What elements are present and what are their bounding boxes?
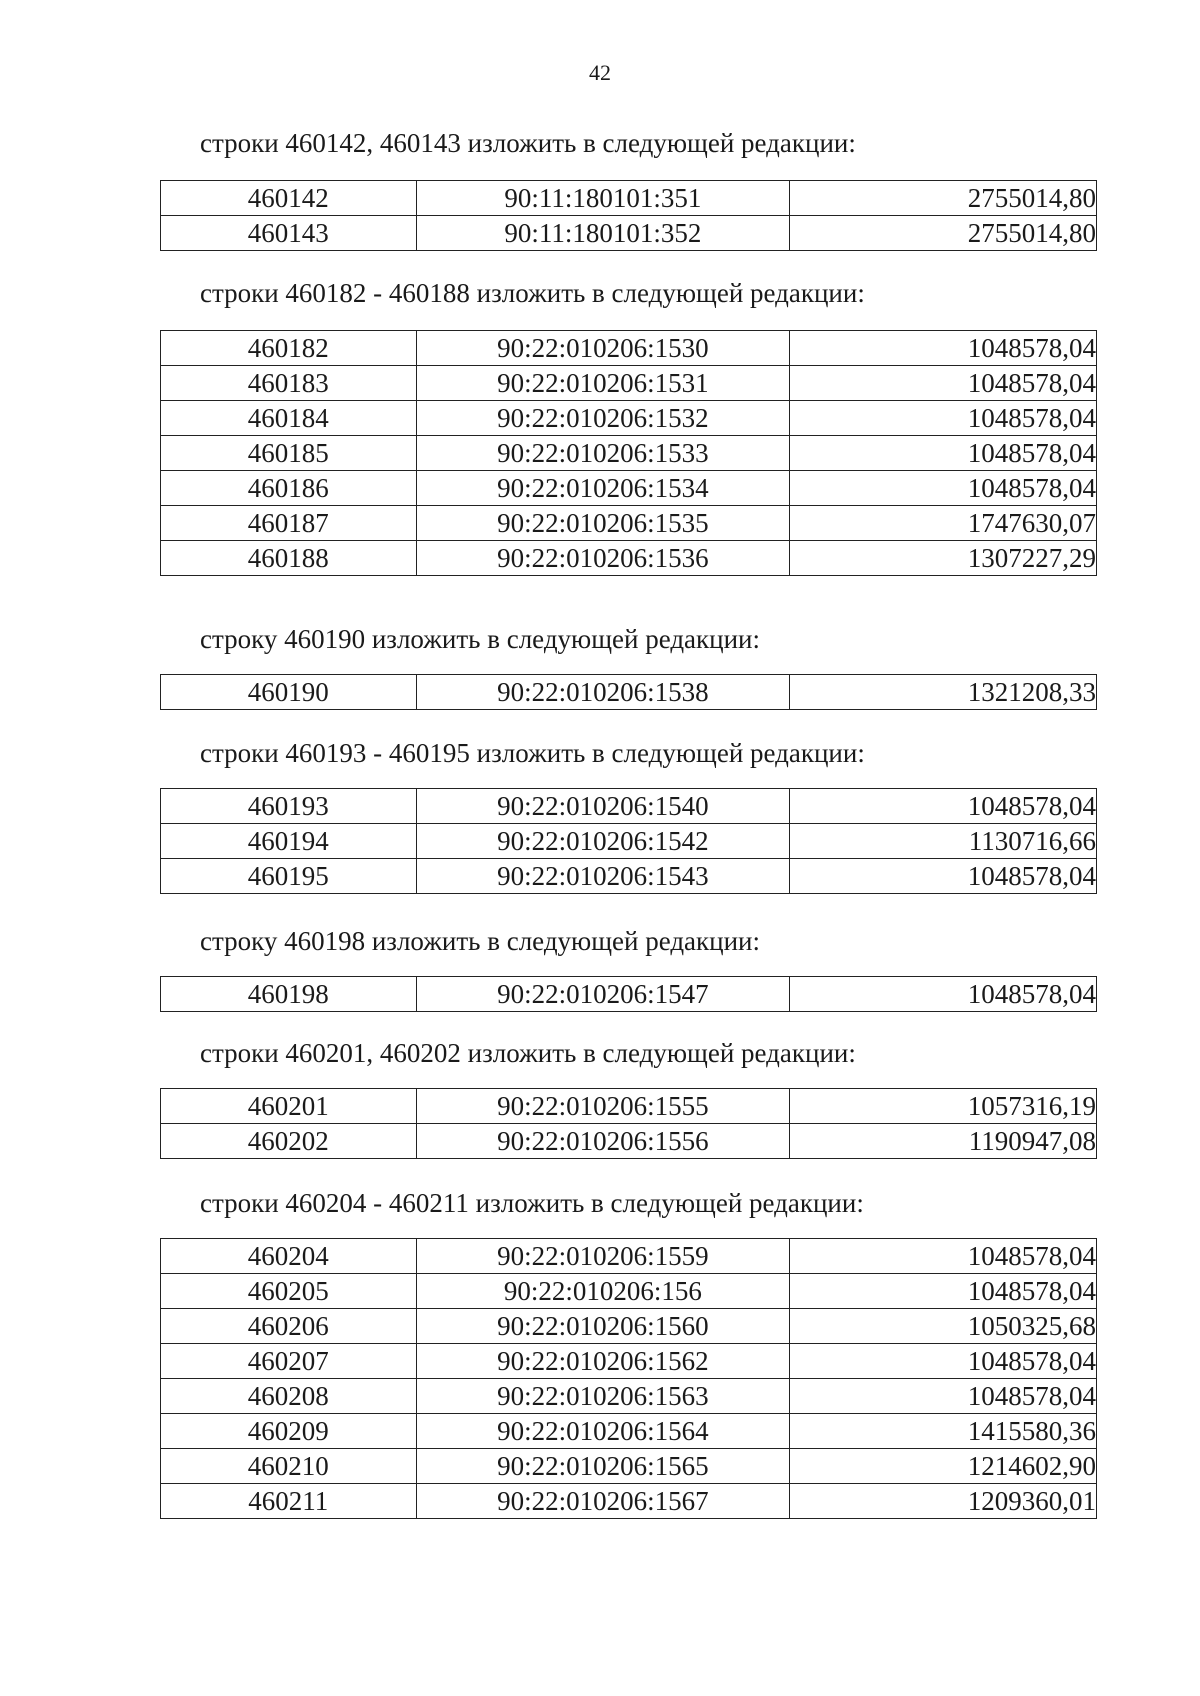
table-row — [161, 1414, 1097, 1449]
cadastral-value-cell: 1048578,04 — [790, 401, 1097, 436]
cadastral-value-cell: 1415580,36 — [790, 1414, 1097, 1449]
cadastral-value-cell: 1048578,04 — [790, 366, 1097, 401]
table-row — [161, 1379, 1097, 1414]
cadastral-value-cell: 1048578,04 — [790, 977, 1097, 1012]
amendment-table — [160, 788, 1097, 894]
cadastral-number-cell: 90:22:010206:1560 — [416, 1309, 790, 1344]
row-number-cell: 460143 — [161, 216, 417, 251]
row-number-cell: 460187 — [161, 506, 417, 541]
row-number-cell: 460204 — [161, 1239, 417, 1274]
amendment-table — [160, 1088, 1097, 1159]
cadastral-value-cell: 1747630,07 — [790, 506, 1097, 541]
cadastral-number-cell: 90:11:180101:352 — [416, 216, 790, 251]
row-number-cell: 460186 — [161, 471, 417, 506]
row-number-cell: 460193 — [161, 789, 417, 824]
row-number-cell: 460198 — [161, 977, 417, 1012]
table-row — [161, 859, 1097, 894]
cadastral-value-cell: 2755014,80 — [790, 216, 1097, 251]
amendment-section — [160, 736, 1096, 894]
cadastral-value-cell: 1048578,04 — [790, 789, 1097, 824]
cadastral-value-cell: 1048578,04 — [790, 1239, 1097, 1274]
cadastral-value-cell: 1307227,29 — [790, 541, 1097, 576]
row-number-cell: 460202 — [161, 1124, 417, 1159]
table-row — [161, 541, 1097, 576]
section-heading: строки 460201, 460202 изложить в следующей редакции: — [200, 1038, 856, 1068]
amendment-section — [160, 622, 1096, 710]
section-heading: строки 460142, 460143 изложить в следующей редакции: — [200, 128, 856, 158]
cadastral-number-cell: 90:22:010206:1542 — [416, 824, 790, 859]
table-row — [161, 1309, 1097, 1344]
amendment-section — [160, 1036, 1096, 1159]
row-number-cell: 460188 — [161, 541, 417, 576]
table-row — [161, 1274, 1097, 1309]
cadastral-number-cell: 90:22:010206:1547 — [416, 977, 790, 1012]
cadastral-number-cell: 90:22:010206:1567 — [416, 1484, 790, 1519]
cadastral-number-cell: 90:22:010206:1565 — [416, 1449, 790, 1484]
cadastral-value-cell: 1048578,04 — [790, 436, 1097, 471]
page-number: 42 — [589, 60, 611, 85]
table-row — [161, 1449, 1097, 1484]
table-row — [161, 1344, 1097, 1379]
cadastral-number-cell: 90:22:010206:1538 — [416, 675, 790, 710]
cadastral-number-cell: 90:22:010206:1556 — [416, 1124, 790, 1159]
row-number-cell: 460209 — [161, 1414, 417, 1449]
cadastral-value-cell: 2755014,80 — [790, 181, 1097, 216]
table-row — [161, 401, 1097, 436]
table-row — [161, 1239, 1097, 1274]
cadastral-number-cell: 90:22:010206:1535 — [416, 506, 790, 541]
row-number-cell: 460190 — [161, 675, 417, 710]
cadastral-value-cell: 1048578,04 — [790, 1379, 1097, 1414]
row-number-cell: 460205 — [161, 1274, 417, 1309]
cadastral-value-cell: 1048578,04 — [790, 1344, 1097, 1379]
amendment-table — [160, 976, 1097, 1012]
row-number-cell: 460207 — [161, 1344, 417, 1379]
row-number-cell: 460211 — [161, 1484, 417, 1519]
cadastral-number-cell: 90:22:010206:1531 — [416, 366, 790, 401]
table-row — [161, 1124, 1097, 1159]
table-row — [161, 977, 1097, 1012]
amendment-table — [160, 674, 1097, 710]
cadastral-value-cell: 1048578,04 — [790, 859, 1097, 894]
row-number-cell: 460142 — [161, 181, 417, 216]
table-row — [161, 1089, 1097, 1124]
cadastral-value-cell: 1209360,01 — [790, 1484, 1097, 1519]
row-number-cell: 460201 — [161, 1089, 417, 1124]
table-row — [161, 366, 1097, 401]
section-heading: строку 460198 изложить в следующей редакции: — [200, 926, 761, 956]
cadastral-number-cell: 90:22:010206:1562 — [416, 1344, 790, 1379]
cadastral-value-cell: 1130716,66 — [790, 824, 1097, 859]
cadastral-value-cell: 1048578,04 — [790, 331, 1097, 366]
cadastral-value-cell: 1050325,68 — [790, 1309, 1097, 1344]
cadastral-number-cell: 90:22:010206:1540 — [416, 789, 790, 824]
cadastral-number-cell: 90:22:010206:1564 — [416, 1414, 790, 1449]
row-number-cell: 460195 — [161, 859, 417, 894]
cadastral-value-cell: 1057316,19 — [790, 1089, 1097, 1124]
table-row — [161, 675, 1097, 710]
cadastral-number-cell: 90:22:010206:1555 — [416, 1089, 790, 1124]
cadastral-value-cell: 1190947,08 — [790, 1124, 1097, 1159]
cadastral-value-cell: 1321208,33 — [790, 675, 1097, 710]
table-row — [161, 471, 1097, 506]
table-row — [161, 824, 1097, 859]
cadastral-number-cell: 90:22:010206:1563 — [416, 1379, 790, 1414]
amendment-table — [160, 330, 1097, 576]
cadastral-value-cell: 1048578,04 — [790, 471, 1097, 506]
cadastral-number-cell: 90:22:010206:1533 — [416, 436, 790, 471]
table-row — [161, 181, 1097, 216]
table-row — [161, 216, 1097, 251]
cadastral-value-cell: 1048578,04 — [790, 1274, 1097, 1309]
cadastral-number-cell: 90:22:010206:1543 — [416, 859, 790, 894]
row-number-cell: 460206 — [161, 1309, 417, 1344]
table-row — [161, 436, 1097, 471]
amendment-section — [160, 924, 1096, 1012]
section-heading: строки 460193 - 460195 изложить в следующей редакции: — [200, 738, 865, 768]
cadastral-value-cell: 1214602,90 — [790, 1449, 1097, 1484]
row-number-cell: 460182 — [161, 331, 417, 366]
amendment-table — [160, 180, 1097, 251]
table-row — [161, 331, 1097, 366]
table-row — [161, 789, 1097, 824]
row-number-cell: 460184 — [161, 401, 417, 436]
section-heading: строки 460204 - 460211 изложить в следующей редакции: — [200, 1188, 864, 1218]
row-number-cell: 460183 — [161, 366, 417, 401]
cadastral-number-cell: 90:22:010206:1530 — [416, 331, 790, 366]
cadastral-number-cell: 90:22:010206:1534 — [416, 471, 790, 506]
cadastral-number-cell: 90:22:010206:156 — [416, 1274, 790, 1309]
amendment-section — [160, 126, 1096, 251]
section-heading: строку 460190 изложить в следующей редакции: — [200, 624, 761, 654]
amendment-section — [160, 276, 1096, 576]
row-number-cell: 460210 — [161, 1449, 417, 1484]
cadastral-number-cell: 90:11:180101:351 — [416, 181, 790, 216]
row-number-cell: 460194 — [161, 824, 417, 859]
row-number-cell: 460208 — [161, 1379, 417, 1414]
amendment-table — [160, 1238, 1097, 1519]
table-row — [161, 506, 1097, 541]
cadastral-number-cell: 90:22:010206:1536 — [416, 541, 790, 576]
amendment-section — [160, 1186, 1096, 1519]
row-number-cell: 460185 — [161, 436, 417, 471]
section-heading: строки 460182 - 460188 изложить в следующей редакции: — [200, 278, 865, 308]
table-row — [161, 1484, 1097, 1519]
cadastral-number-cell: 90:22:010206:1559 — [416, 1239, 790, 1274]
cadastral-number-cell: 90:22:010206:1532 — [416, 401, 790, 436]
